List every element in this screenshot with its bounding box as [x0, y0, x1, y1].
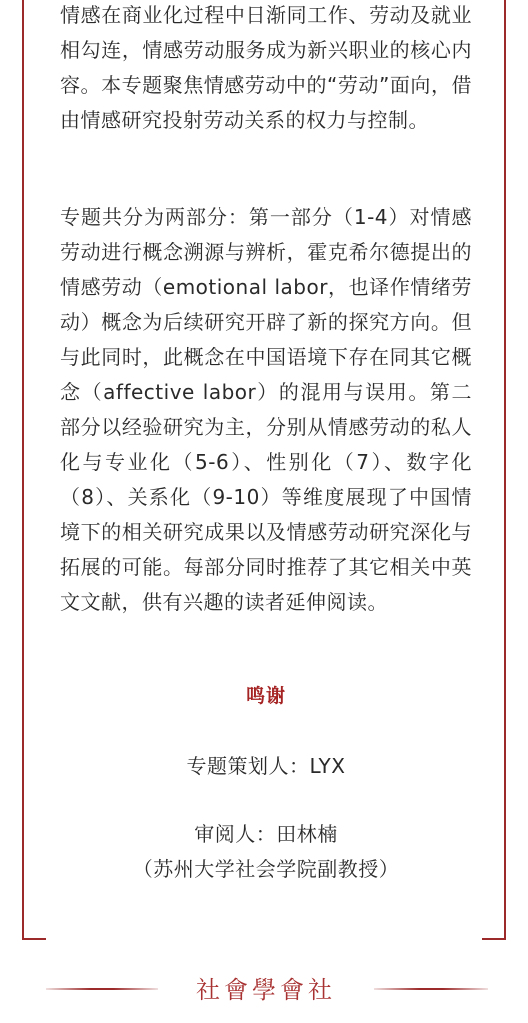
footer-divider-right	[374, 988, 488, 990]
frame-corner-left	[22, 938, 46, 940]
footer-divider-left	[46, 988, 158, 990]
society-logo: 社會學會社	[196, 976, 336, 1004]
reviewer-credit: 审阅人：田林楠	[194, 822, 338, 846]
structure-paragraph: 专题共分为两部分：第一部分（1-4）对情感劳动进行概念溯源与辨析，霍克希尔德提出的情感劳动（emotional labor，也译作情绪劳动）概念为后续研究开辟了新的探究方向。但与此同时，此概念在中国语境下存在同其它概念（affective labor）的混用与误用。第二部分以经验研究为主，分别从情感劳动的私人化与专业化（5-6）、性别化（7）、数字化（8）、关系化（9-10）等维度展现了中国情境下的相关研究成果以及情感劳动研究深化与拓展的可能。每部分同时推荐了其它相关中英文文献，供有兴趣的读者延伸阅读。	[60, 205, 472, 614]
planner-credit: 专题策划人：LYX	[186, 754, 346, 778]
acknowledgement-title: 鸣谢	[245, 685, 286, 707]
reviewer-affiliation: （苏州大学社会学院副教授）	[132, 857, 400, 881]
intro-paragraph: 情感在商业化过程中日渐同工作、劳动及就业相勾连，情感劳动服务成为新兴职业的核心内容。本专题聚焦情感劳动中的“劳动”面向，借由情感研究投射劳动关系的权力与控制。	[60, 3, 472, 132]
frame-corner-right	[482, 938, 506, 940]
footer	[0, 970, 528, 1006]
